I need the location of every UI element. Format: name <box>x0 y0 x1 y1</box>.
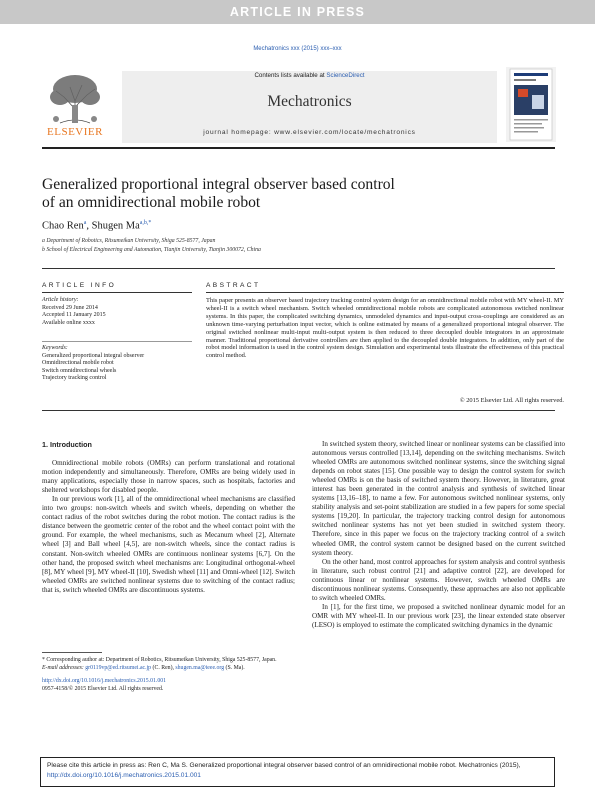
abstract-bottom-rule <box>42 410 555 411</box>
footnotes <box>42 657 295 693</box>
body-paragraph: On the other hand, most control approaches for system analysis and control synthesis in literature, such robust control [21] and adaptive control [22], are developed for continuous linear or nonlinear systems. However, switch wheeled OMRs are discontinuous nonlinear systems. Consequently, these approaches are also not applicable to switch wheeled OMRs. <box>312 557 565 602</box>
citation-text: Please cite this article in press as: Ren C, Ma S. Generalized proportional integral observer based control of an omnidirectional mobile robot. Mechatronics (2015), <box>47 762 521 769</box>
citation-doi-link[interactable]: http://dx.doi.org/10.1016/j.mechatronics.2015.01.001 <box>47 772 201 779</box>
email-link[interactable]: gr0119vp@ed.ritsumei.ac.jp <box>85 664 152 671</box>
author-name[interactable]: Chao Ren <box>42 220 84 232</box>
author-affiliation-mark[interactable]: a,b,* <box>139 220 152 226</box>
journal-title: Mechatronics <box>267 93 352 110</box>
journal-homepage <box>122 129 497 136</box>
email-owner: (C. Ren), <box>151 664 176 671</box>
journal-masthead <box>42 71 555 147</box>
info-divider <box>42 341 192 342</box>
homepage-url[interactable]: www.elsevier.com/locate/mechatronics <box>274 129 416 136</box>
body-column-right <box>312 440 565 630</box>
masthead-center <box>122 71 497 143</box>
body-paragraph: In [1], for the first time, we proposed a switched nonlinear dynamic model for an OMR with MY wheel-II. In our previous work [23], the linear extended state observer (LESO) is employed to estimate the complicated switching dynamics in the dynamic <box>312 602 565 629</box>
masthead-rule <box>42 147 555 149</box>
header-divider <box>42 268 555 269</box>
affiliation-a: a Department of Robotics, Ritsumeikan University, Shiga 525-8577, Japan <box>42 238 216 244</box>
keyword-item: Switch omnidirectional wheels <box>42 367 117 374</box>
section-heading-introduction: 1. Introduction <box>42 440 92 449</box>
author-list <box>42 220 151 232</box>
article-info-heading: ARTICLE INFO <box>42 282 117 289</box>
body-paragraph: Omnidirectional mobile robots (OMRs) can perform translational and rotational motion independently and simultaneously. Therefore, OMRs are being widely used in many applications, especially those in narrow spaces, such as hospitals, factories and sheltered workshops for disabled people. <box>42 459 295 495</box>
footnote-rule <box>42 652 102 653</box>
article-history <box>42 297 192 327</box>
email-label: E-mail addresses: <box>42 664 84 671</box>
article-title <box>42 176 522 212</box>
abstract-heading: ABSTRACT <box>206 282 261 289</box>
email-link[interactable]: shugen.ma@ieee.org <box>175 664 225 671</box>
accepted-date: Accepted 11 January 2015 <box>42 312 106 319</box>
email-owner: (S. Ma). <box>224 664 245 671</box>
body-column-left <box>42 440 295 595</box>
online-date: Available online xxxx <box>42 319 95 326</box>
author-separator: , <box>86 220 92 232</box>
contents-available-line <box>122 72 497 79</box>
body-paragraph: In switched system theory, switched linear or nonlinear systems can be classified into autonomous versus controlled [13,14], depending on the switching mechanisms. Switch wheeled OMRs are autonomous switched nonlinear systems, since the switching signal depends on robot states [15]. One possible way to design the control system for switch wheeled OMRs is on the basis of switched system theory. However, in literature, great interest has been generated in the control analysis and synthesis of switched linear systems [13,16–18], to name a few. For autonomous switched nonlinear systems, only stability analysis and set-point stabilization are studied in a few papers for some special systems [19,20]. In particular, the trajectory tracking control design for autonomous switched nonlinear systems has not yet been studied in switched system theory. Therefore, since in this paper we focus on the trajectory tracking control of a switch wheeled OMR, the control system cannot be designed based on the current switched system theory. <box>312 440 565 557</box>
received-date: Received 29 June 2014 <box>42 304 98 311</box>
affiliation-b: b School of Electrical Engineering and Automation, Tianjin University, Tianjin 300072, China <box>42 247 261 253</box>
keyword-item: Trajectory tracking control <box>42 375 107 382</box>
abstract-copyright: © 2015 Elsevier Ltd. All rights reserved. <box>459 397 564 404</box>
journal-citation-link[interactable]: Mechatronics xxx (2015) xxx–xxx <box>253 46 342 52</box>
email-addresses <box>42 665 295 673</box>
author-name[interactable]: Shugen Ma <box>91 220 140 232</box>
body-paragraph: In our previous work [1], all of the omnidirectional wheel mechanisms are classified into two groups: non-switch wheels and switch wheels, depending on whether the contact radius of the robot switches during the robot motion. The contact radius is the distance between the geometric center of the robot and the wheel contact point with the ground. For example, the wheel mechanisms, such as Mecanum wheel [2], Alternate wheel [3] and Ball wheel [4,5], are non-switch wheels, since the contact radius is constant. Non-switch wheeled OMRs are continuous nonlinear systems [6,7]. On the other hand, the proposed switch wheel mechanisms are: Longitudinal orthogonal-wheel [8], MY wheel [9], MY wheel-II [10], Swedish wheel [11] and Omni-wheel [12]. Switch wheeled OMRs are switched nonlinear systems due to switching of the contact radius; that is, switch wheeled OMRs are discontinuous systems. <box>42 495 295 594</box>
citation-box <box>40 757 555 787</box>
title-line-2: of an omnidirectional mobile robot <box>42 194 261 211</box>
journal-cover-image <box>506 67 556 142</box>
author-affiliation-mark[interactable]: a <box>83 220 87 226</box>
doi-link[interactable]: http://dx.doi.org/10.1016/j.mechatronics.2015.01.001 <box>42 678 167 685</box>
keywords-label: Keywords: <box>42 345 68 351</box>
article-info-rule <box>42 292 192 293</box>
contents-prefix: Contents lists available at <box>254 72 327 79</box>
abstract-rule <box>206 292 564 293</box>
title-line-1: Generalized proportional integral observer based control <box>42 176 395 193</box>
keywords-block <box>42 345 192 383</box>
issn-line: 0957-4158/© 2015 Elsevier Ltd. All rights reserved. <box>42 685 164 692</box>
elsevier-wordmark: ELSEVIER <box>47 126 103 138</box>
keyword-item: Omnidirectional mobile robot <box>42 360 114 367</box>
abstract-text: This paper presents an observer based trajectory tracking control system design for an omnidirectional mobile robot with MY wheel-II. MY wheel-II is a switch wheel mechanism. Switch wheeled omnidirectional mobile robots are complicated autonomous switched nonlinear systems. In this paper, the complicated switching dynamics, unmodeled dynamics and input-output cross-couplings are considered as an unknown time-varying perturbation input vector, which is online estimated by means of a generalized proportional integral observer. The original switched nonlinear multi-input multi-output system is then reduced to three decoupled double integrators in an approximate manner. Traditional proportional derivative controllers are then applied to the decoupled double integrators. In addition, only part of the robot model information is used in the control system design. Simulation and experimental tests illustrate the effectiveness of this practical control method. <box>206 297 564 360</box>
homepage-prefix: journal homepage: <box>203 129 275 136</box>
sciencedirect-link[interactable]: ScienceDirect <box>326 72 365 79</box>
article-in-press-banner: ARTICLE IN PRESS <box>0 0 595 24</box>
keyword-item: Generalized proportional integral observer <box>42 352 145 359</box>
history-label: Article history: <box>42 297 79 303</box>
corresponding-author-note: * Corresponding author at: Department of Robotics, Ritsumeikan University, Shiga 525-8577, Japan. <box>42 657 277 663</box>
